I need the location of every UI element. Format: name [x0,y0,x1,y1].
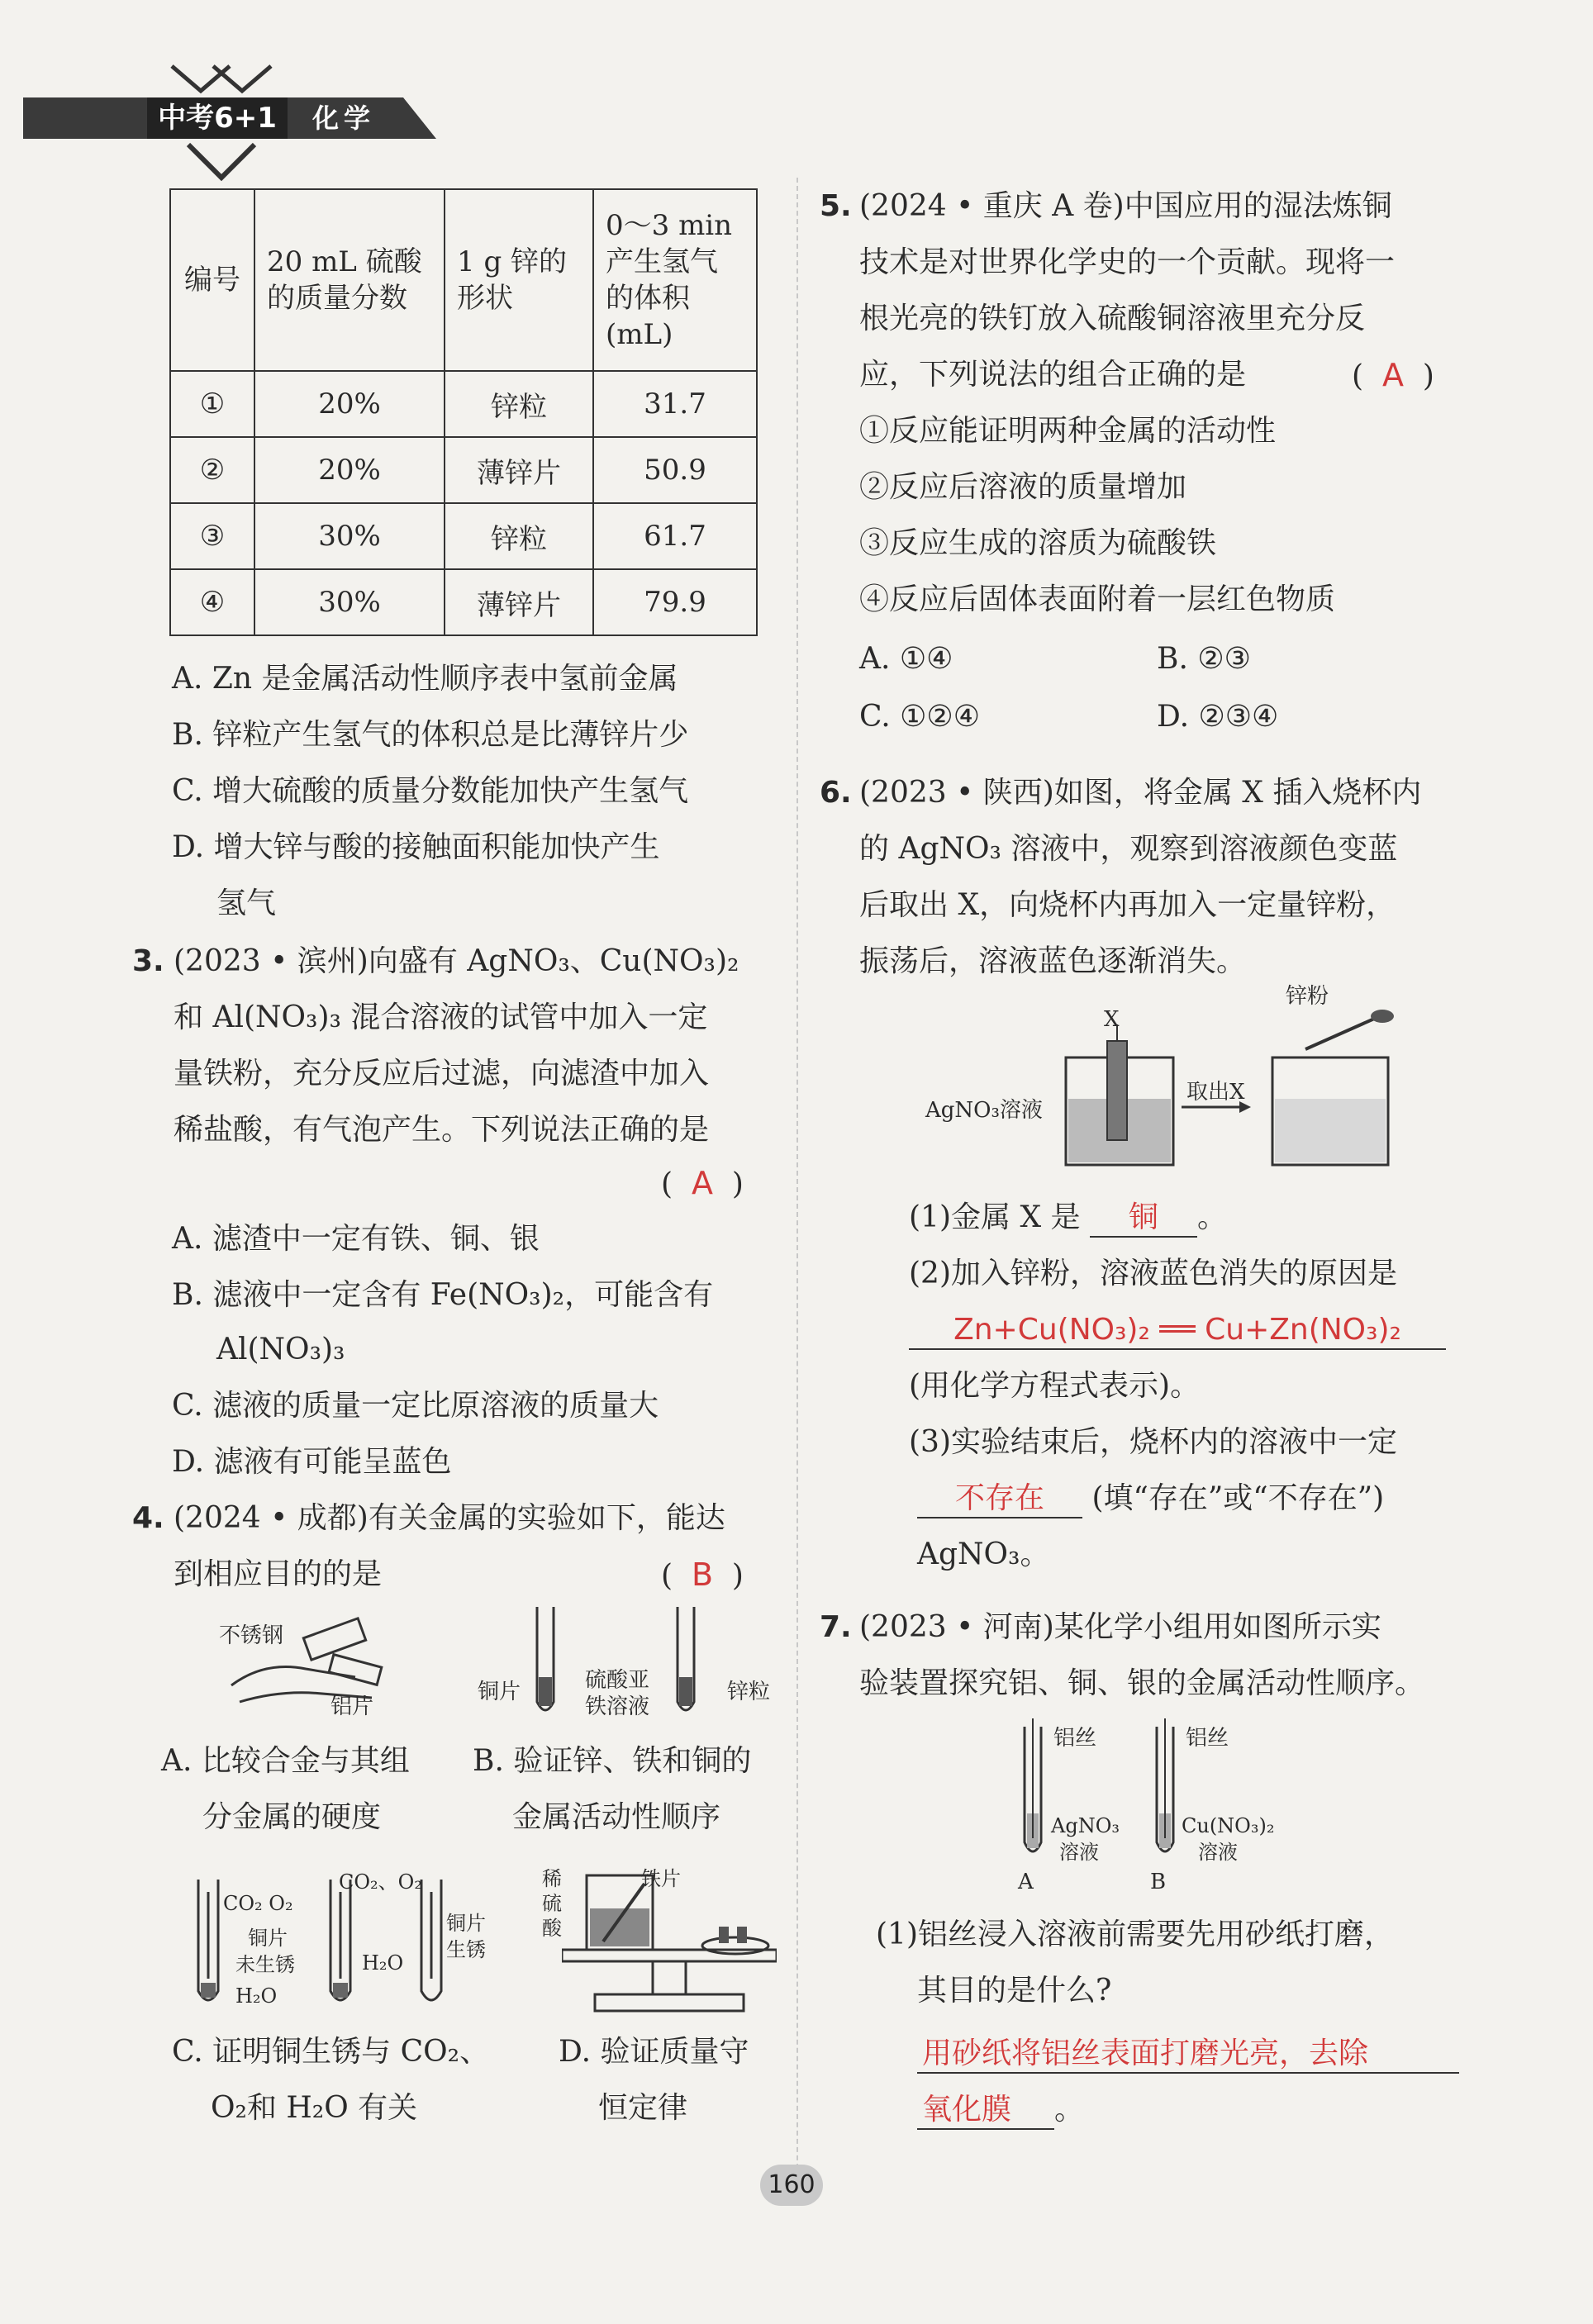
table-cell: ③ [170,503,254,569]
q4-fig-c-label: 铜片 [248,1927,288,1950]
q6-part3-answer: 不存在 [954,1481,1044,1515]
table-cell: ① [170,371,254,437]
q3-option-b: B. 滤液中一定含有 Fe(NO₃)₂，可能含有 [172,1278,714,1312]
q7-stem-line: (2023 • 河南)某化学小组用如图所示实 [859,1610,1381,1644]
q2-option-d-cont: 氢气 [216,886,277,920]
q2-option-c: C. 增大硫酸的质量分数能加快产生氢气 [172,774,689,808]
q7-stem-line: 验装置探究铝、铜、银的金属活动性顺序。 [859,1666,1425,1700]
q4-option-b: B. 验证锌、铁和铜的 [473,1744,752,1778]
q7-part1: (1)铝丝浸入溶液前需要先用砂纸打磨， [876,1918,1394,1951]
q7-fig-label: 铝丝 [1053,1726,1097,1751]
table-cell: 61.7 [593,503,757,569]
table-header-cell: 20 mL 硫酸的质量分数 [254,189,445,371]
q5-option-a: A. ①④ [859,642,953,676]
q6-part1-answer: 铜 [1128,1200,1158,1234]
q7-fig-label: AgNO₃ [1051,1814,1120,1837]
q5-answer: A [1381,357,1404,393]
q4-fig-c-label: H₂O [362,1951,404,1975]
q6-part2-equation: Zn+Cu(NO₃)₂ ══ Cu+Zn(NO₃)₂ [909,1312,1446,1350]
q6-part3-hint: (填“存在”或“不存在”) [1091,1481,1385,1515]
q6-part2-answer-line [909,1312,1446,1350]
table-cell: 31.7 [593,371,757,437]
q3-stem-line: 量铁粉，充分反应后过滤，向滤渣中加入 [174,1057,710,1091]
q7-number: 7. [820,1610,852,1644]
q7-answer-line [917,2092,1084,2130]
q5-stem-line: 根光亮的铁钉放入硫酸铜溶液里充分反 [859,302,1366,335]
q4-fig-b-label: 硫酸亚 [585,1668,650,1693]
q4-option-b-cont: 金属活动性顺序 [512,1800,721,1834]
q7-fig-label: 溶液 [1198,1841,1238,1864]
table-cell: 锌粒 [445,503,593,569]
q3-stem-line: 和 Al(NO₃)₃ 混合溶液的试管中加入一定 [174,1000,708,1034]
header [23,58,453,182]
q4-fig-c-label: CO₂ O₂ [223,1892,293,1915]
table-cell: 锌粒 [445,371,593,437]
q7-fig-label: 铝丝 [1186,1726,1229,1751]
q5-stem-line: 技术是对世界化学史的一个贡献。现将一 [859,245,1396,279]
q4-fig-d-label: 酸 [542,1917,562,1940]
q5-statement: ①反应能证明两种金属的活动性 [859,414,1277,448]
table-row [170,569,757,635]
q2-option-d: D. 增大锌与酸的接触面积能加快产生 [172,830,660,864]
q6-stem-line: 振荡后，溶液蓝色逐渐消失。 [859,944,1247,978]
table-row [170,371,757,437]
q4-answer: B [691,1556,714,1593]
table-cell: 20% [254,371,445,437]
q6-part2: (2)加入锌粉，溶液蓝色消失的原因是 [909,1257,1397,1290]
q4-fig-a-label: 不锈钢 [219,1623,284,1648]
q4-fig-d-label: 稀 [542,1867,562,1890]
q4-fig-b-label: 铜片 [478,1680,521,1704]
q7-fig-label: A [1018,1870,1034,1894]
q5-statement: ④反应后固体表面附着一层红色物质 [859,582,1336,616]
table-row [170,437,757,503]
q3-option-b-cont: Al(NO₃)₃ [216,1333,345,1366]
q7-answer-line [917,2036,1459,2074]
brand-logo: 中考6+1 [147,97,288,139]
q7-answer-l2: 氧化膜 [917,2092,1054,2130]
q4-fig-b-label: 锌粒 [727,1680,771,1704]
q4-option-c-cont: O₂和 H₂O 有关 [211,2091,418,2125]
q2-option-a: A. Zn 是金属活动性顺序表中氢前金属 [172,662,678,696]
q6-part3-end: AgNO₃。 [917,1537,1050,1571]
q5-answer-bracket: ( A ) [1352,357,1434,393]
q5-stem-line: (2024 • 重庆 A 卷)中国应用的湿法炼铜 [859,189,1392,223]
q3-option-d: D. 滤液有可能呈蓝色 [172,1445,452,1479]
q5-stem-line: 应，下列说法的组合正确的是 [859,358,1247,392]
q4-stem-line: (2024 • 成都)有关金属的实验如下，能达 [174,1501,725,1535]
table-cell: 50.9 [593,437,757,503]
q4-fig-d-label: 硫 [542,1892,562,1915]
q7-part1-cont: 其目的是什么? [917,1974,1112,2008]
q4-fig-d-label: 铁片 [641,1867,681,1890]
q7-answer-l1: 用砂纸将铝丝表面打磨光亮，去除 [917,2036,1459,2074]
q3-answer-bracket: ( A ) [661,1165,744,1201]
q7-figure [1016,1718,1215,1884]
q4-fig-b-label: 铁溶液 [585,1694,650,1719]
q4-fig-c-label: 未生锈 [235,1953,295,1976]
q7-answer-end: 。 [1054,2093,1085,2127]
table-cell: 30% [254,569,445,635]
q3-stem-line: (2023 • 滨州)向盛有 AgNO₃、Cu(NO₃)₂ [174,944,739,978]
q5-number: 5. [820,189,852,223]
q4-fig-c-label: CO₂、O₂ [339,1870,422,1894]
q6-number: 6. [820,776,852,810]
q6-fig-label-zn: 锌粉 [1286,984,1329,1009]
q6-part2-note: (用化学方程式表示)。 [909,1369,1201,1403]
q6-part3: (3)实验结束后，烧杯内的溶液中一定 [909,1425,1397,1459]
q5-option-d: D. ②③④ [1157,700,1279,734]
table-cell: ② [170,437,254,503]
q5-statement: ②反应后溶液的质量增加 [859,470,1187,504]
q6-stem-line: 的 AgNO₃ 溶液中，观察到溶液颜色变蓝 [859,832,1398,866]
q5-statement: ③反应生成的溶质为硫酸铁 [859,526,1217,560]
q5-option-c: C. ①②④ [859,700,980,734]
q6-stem-line: (2023 • 陕西)如图，将金属 X 插入烧杯内 [859,776,1422,810]
q4-option-d: D. 验证质量守 [559,2035,749,2069]
page-number: 160 [760,2165,823,2206]
q6-part1-prefix: (1)金属 X 是 [909,1200,1081,1234]
table-cell: 薄锌片 [445,569,593,635]
q7-fig-label: B [1150,1870,1167,1894]
q4-option-a-cont: 分金属的硬度 [202,1800,382,1834]
q7-fig-label: Cu(NO₃)₂ [1182,1814,1275,1837]
table-cell: 薄锌片 [445,437,593,503]
q4-option-d-cont: 恒定律 [598,2091,688,2125]
q4-fig-c-label: H₂O [235,1984,278,2008]
table-cell: ④ [170,569,254,635]
table-header-row [170,189,757,371]
q4-option-a: A. 比较合金与其组 [161,1744,410,1778]
q3-option-c: C. 滤液的质量一定比原溶液的质量大 [172,1389,659,1423]
q6-stem-line: 后取出 X，向烧杯内再加入一定量锌粉， [859,888,1396,922]
q6-fig-label-take: 取出X [1186,1080,1245,1105]
q3-option-a: A. 滤渣中一定有铁、铜、银 [172,1222,540,1256]
table-header-cell: 1 g 锌的形状 [445,189,593,371]
q3-stem-line: 稀盐酸，有气泡产生。下列说法正确的是 [174,1113,710,1147]
q4-option-c: C. 证明铜生锈与 CO₂、 [172,2035,490,2069]
q3-answer: A [691,1165,713,1201]
table-row [170,503,757,569]
q4-answer-bracket: ( B ) [661,1556,744,1593]
table-header-cell: 编号 [170,189,254,371]
table-header-cell: 0～3 min 产生氢气的体积(mL) [593,189,757,371]
q6-part1-suffix: 。 [1196,1200,1227,1234]
q4-stem-line: 到相应目的的是 [174,1557,383,1591]
q6-fig-label-solution: AgNO₃溶液 [925,1098,1043,1123]
table-cell: 30% [254,503,445,569]
column-divider [796,178,798,2193]
q3-number: 3. [132,944,164,978]
q6-fig-label-x: X [1104,1007,1120,1032]
q5-option-b: B. ②③ [1157,642,1251,676]
q4-fig-c-label: 铜片 [446,1912,486,1935]
q4-fig-a-label: 铝片 [330,1694,374,1719]
table-cell: 20% [254,437,445,503]
q4-number: 4. [132,1501,164,1535]
q6-part1 [909,1200,1227,1238]
q7-fig-label: 溶液 [1059,1841,1099,1864]
data-table [169,188,758,636]
q6-part3-answer-line [917,1480,1384,1518]
table-cell: 79.9 [593,569,757,635]
subject-label: 化学 [312,102,376,134]
q4-fig-c-label: 生锈 [446,1938,486,1961]
q2-option-b: B. 锌粒产生氢气的体积总是比薄锌片少 [172,718,689,752]
